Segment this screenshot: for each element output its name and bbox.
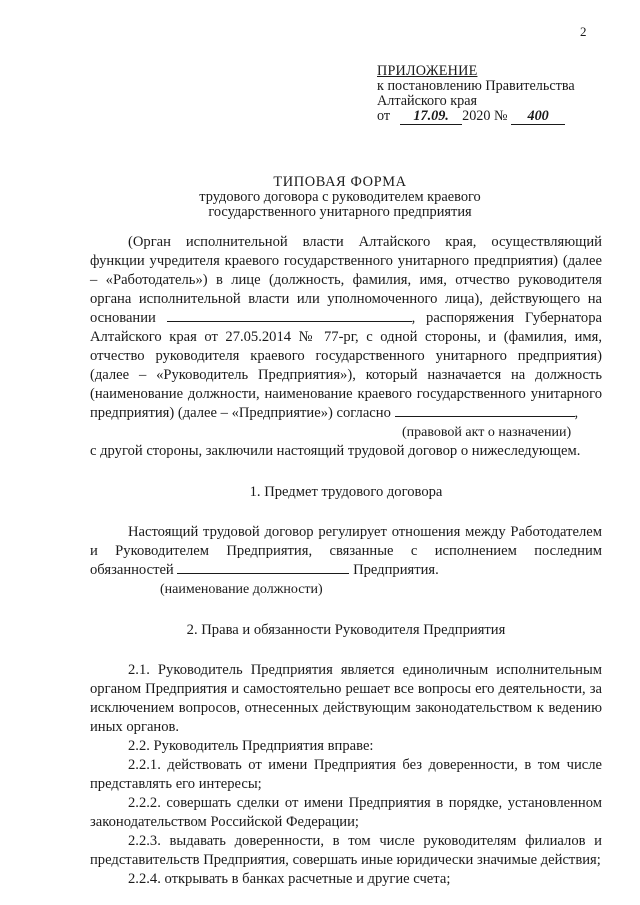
preamble-text2: , распоряжения Губернатора Алтайского края от 27.05.2014 № 77-рг, с одной стороны, и (фамилия, имя, отчество руководителя краевого государственного унитарного предприятия) (далее – «Руководитель Предприятия»), который назначается на должность (наименование должности, наименование краевого государственного унитарного предприятия) (далее – «Предприятие») согласно bbox=[90, 310, 603, 421]
section1-caption: (наименование должности) bbox=[160, 582, 323, 597]
appointment-blank bbox=[395, 404, 575, 417]
preamble-text2-end: , bbox=[574, 405, 579, 421]
heading-line2: государственного унитарного предприятия bbox=[208, 204, 472, 220]
resolution-number: 400 bbox=[511, 109, 565, 125]
paragraph-2-2-3: 2.2.3. выдавать доверенности, в том числе руководителям филиалов и представительств Предприятия, совершать иные юридически значимые действия; bbox=[90, 833, 602, 868]
basis-blank bbox=[167, 309, 412, 322]
date-value: 17.09. bbox=[400, 109, 462, 125]
preamble-closing: с другой стороны, заключили настоящий трудовой договор о нижеследующем. bbox=[90, 443, 581, 459]
section1-title: 1. Предмет трудового договора bbox=[249, 484, 443, 500]
section1-paragraph bbox=[90, 523, 602, 580]
heading-line1: трудового договора с руководителем краевого bbox=[199, 189, 481, 205]
page-number: 2 bbox=[580, 24, 587, 39]
date-prefix: от bbox=[377, 108, 391, 124]
document-body bbox=[90, 233, 602, 889]
year-text: 2020 № bbox=[462, 108, 508, 124]
paragraph-2-2-1: 2.2.1. действовать от имени Предприятия без доверенности, в том числе представлять его интересы; bbox=[90, 757, 602, 792]
paragraph-2-1: 2.1. Руководитель Предприятия является единоличным исполнительным органом Предприятия и самостоятельно решает все вопросы его деятельности, за исключением вопросов, отнесенных действующим законодательством к ведению иных органов. bbox=[90, 662, 602, 735]
heading-main: ТИПОВАЯ ФОРМА bbox=[273, 174, 407, 190]
preamble-text1: (Орган исполнительной власти Алтайского края, осуществляющий функции учредителя краевого государственного унитарного предприятия) (далее – «Работодатель») в лице (должность, фамилия, имя, отчество руководителя органа исполнительной власти или уполномоченного лица), действующего на основании bbox=[90, 234, 602, 326]
paragraph-2-2-4: 2.2.4. открывать в банках расчетные и другие счета; bbox=[128, 871, 451, 887]
preamble-caption: (правовой акт о назначении) bbox=[402, 425, 572, 440]
section1-text1: Настоящий трудовой договор регулирует отношения между Работодателем и Руководителем Предприятия, связанные с исполнением последним обязанностей bbox=[90, 524, 602, 578]
document-heading bbox=[90, 175, 590, 220]
appendix-block bbox=[377, 64, 617, 125]
appendix-line2: Алтайского края bbox=[377, 93, 478, 109]
appendix-title: ПРИЛОЖЕНИЕ bbox=[377, 63, 478, 79]
appendix-date-line bbox=[377, 109, 617, 125]
appendix-line1: к постановлению Правительства bbox=[377, 78, 575, 94]
paragraph-2-2-2: 2.2.2. совершать сделки от имени Предприятия в порядке, установленном законодательством Российской Федерации; bbox=[90, 795, 602, 830]
position-blank bbox=[177, 561, 349, 574]
section2-title: 2. Права и обязанности Руководителя Предприятия bbox=[186, 622, 506, 638]
section1-text2: Предприятия. bbox=[353, 562, 439, 578]
paragraph-2-2: 2.2. Руководитель Предприятия вправе: bbox=[128, 738, 374, 754]
preamble-paragraph bbox=[90, 233, 602, 423]
